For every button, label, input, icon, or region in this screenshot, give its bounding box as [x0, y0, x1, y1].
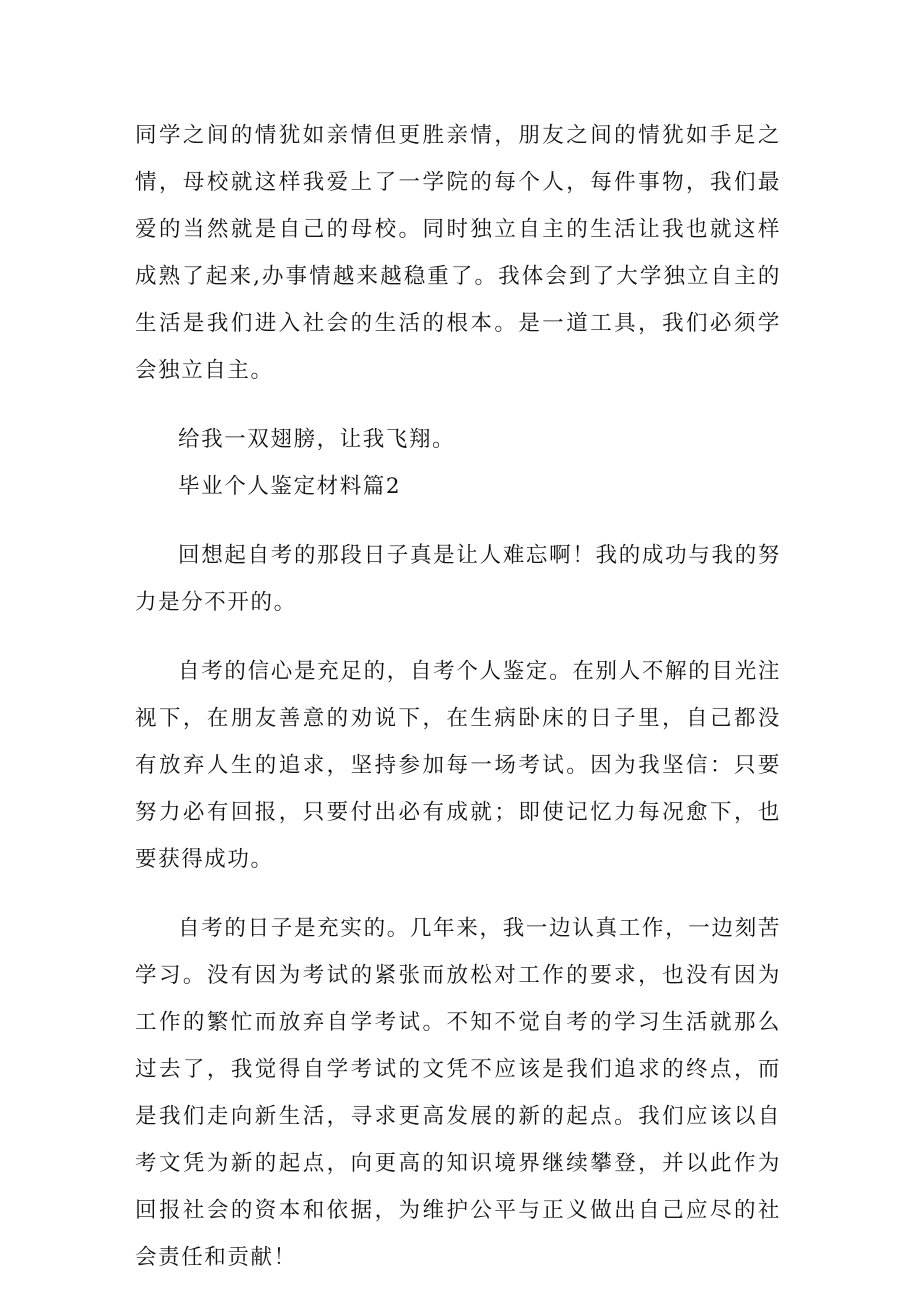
paragraph-4: 自考的信心是充足的，自考个人鉴定。在别人不解的目光注视下，在朋友善意的劝说下，在生病卧床的日子里，自己都没有放弃人生的追求，坚持参加每一场考试。因为我坚信：只要努力必有回报，只要付出必有成就；即使记忆力每况愈下，也要获得成功。: [135, 659, 781, 872]
paragraph-3: 回想起自考的那段日子真是让人难忘啊！我的成功与我的努力是分不开的。: [135, 543, 781, 615]
paragraph-5: 自考的日子是充实的。几年来，我一边认真工作，一边刻苦学习。没有因为考试的紧张而放松对工作的要求，也没有因为工作的繁忙而放弃自学考试。不知不觉自考的学习生活就那么过去了，我觉得自学考试的文凭不应该是我们追求的终点，而是我们走向新生活，寻求更高发展的新的起点。我们应该以自考文凭为新的起点，向更高的知识境界继续攀登，并以此作为回报社会的资本和依据，为维护公平与正义做出自己应尽的社会责任和贡献！: [135, 916, 781, 1270]
section-heading: 毕业个人鉴定材料篇2: [178, 474, 402, 499]
paragraph-2: 给我一双翅膀，让我飞翔。: [178, 427, 456, 452]
paragraph-1: 同学之间的情犹如亲情但更胜亲情，朋友之间的情犹如手足之情，母校就这样我爱上了一学院的每个人，每件事物，我们最爱的当然就是自己的母校。同时独立自主的生活让我也就这样成熟了起来,办事情越来越稳重了。我体会到了大学独立自主的生活是我们进入社会的生活的根本。是一道工具，我们必须学会独立自主。: [135, 123, 781, 383]
document-page: [135, 112, 781, 1281]
